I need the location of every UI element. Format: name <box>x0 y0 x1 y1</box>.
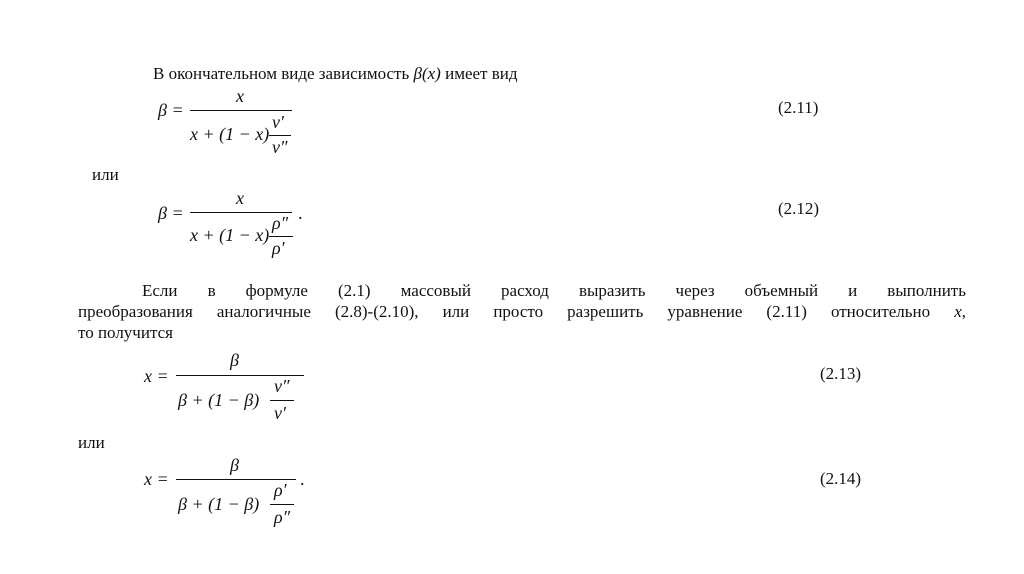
ratio-bottom: v′ <box>274 403 286 423</box>
ratio-top: v″ <box>274 376 290 396</box>
paragraph-line-3: то получится <box>78 323 173 342</box>
paragraph-line-2-end: , <box>961 302 966 321</box>
eq-denominator: x + (1 − x) <box>190 225 270 245</box>
paragraph-line-2 <box>78 301 966 322</box>
intro-function: β(x) <box>413 64 441 83</box>
equation-label-2-11: (2.11) <box>778 98 819 117</box>
ratio-bar <box>269 135 291 136</box>
eq-trailing-period: . <box>298 203 303 223</box>
ratio-bottom: ρ′ <box>272 238 285 258</box>
eq-trailing-period: . <box>300 469 305 489</box>
eq-numerator: x <box>236 86 244 106</box>
fraction-bar <box>190 110 292 111</box>
equation-label-2-12: (2.12) <box>778 199 820 218</box>
intro-text-before: В окончательном виде зависимость <box>153 64 414 83</box>
or-text-2: или <box>78 433 105 452</box>
intro-text-after: имеет вид <box>440 64 518 83</box>
equation-label-2-13: (2.13) <box>820 364 862 383</box>
paragraph-line-1: Если в формуле (2.1) массовый расход выразить через объемный и выполнить <box>142 281 966 300</box>
eq-lhs: β = <box>158 100 184 120</box>
eq-denominator: β + (1 − β) <box>178 494 260 514</box>
ratio-bar <box>269 236 293 237</box>
eq-denominator: β + (1 − β) <box>178 390 260 410</box>
eq-lhs: x = <box>144 469 169 489</box>
ratio-bottom: v″ <box>272 137 288 157</box>
ratio-bar <box>270 400 294 401</box>
eq-numerator: β <box>230 350 239 370</box>
ratio-top: ρ′ <box>274 480 287 500</box>
paragraph-line-2-text: преобразования аналогичные (2.8)-(2.10), или просто разрешить уравнение (2.11) относительно <box>78 302 955 321</box>
ratio-bottom: ρ″ <box>274 507 291 527</box>
eq-lhs: β = <box>158 203 184 223</box>
eq-lhs: x = <box>144 366 169 386</box>
ratio-top: ρ″ <box>272 213 289 233</box>
intro-line <box>153 64 518 84</box>
ratio-top: v′ <box>272 112 284 132</box>
paragraph-variable: x <box>954 302 962 321</box>
or-text-1: или <box>92 165 119 184</box>
ratio-bar <box>270 504 294 505</box>
eq-numerator: β <box>230 455 239 475</box>
eq-numerator: x <box>236 188 244 208</box>
eq-denominator: x + (1 − x) <box>190 124 270 144</box>
equation-label-2-14: (2.14) <box>820 469 862 488</box>
body-paragraph <box>78 280 966 343</box>
